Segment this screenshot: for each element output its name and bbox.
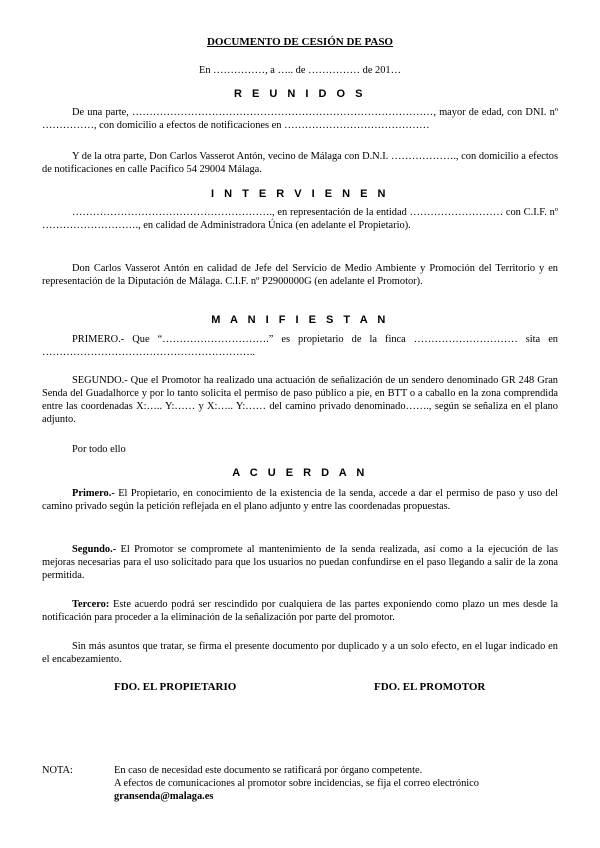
nota-text [114,764,560,803]
reunidos-paragraph-1: De una parte, ……………………………………………………………………………, mayor de edad, con DNI. nº ……………, con domicilio a efectos de notificaciones en …………………………………… [42,107,558,131]
signature-promoter: FDO. EL PROMOTOR [374,681,486,693]
heading-reunidos: R E U N I D O S [234,88,366,100]
signature-owner: FDO. EL PROPIETARIO [114,681,237,693]
heading-manifiestan: M A N I F I E S T A N [211,314,389,326]
intervienen-paragraph-1: …………………………………………………., en representación de la entidad ……………………… con C.I.F. nº ………………………., en calidad de Administradora Única (en adelante el Propietario). [42,207,558,231]
primero-label: Primero.- [72,488,115,499]
document-title: DOCUMENTO DE CESIÓN DE PASO [206,36,393,48]
segundo-label: Segundo.- [72,544,117,555]
nota-line-1: En caso de necesidad este documento se ratificará por órgano competente. [114,765,423,776]
acuerdan-closing: Sin más asuntos que tratar, se firma el presente documento por duplicado y a un solo efecto, en el lugar indicado en el encabezamiento. [42,641,558,665]
primero-text: El Propietario, en conocimiento de la existencia de la senda, accede a dar el permiso de paso y uso del camino privado según la petición reflejada en el plano adjunto y entre las coordenadas propuestas. [42,488,558,512]
manifiestan-primero: PRIMERO.- Que “………………………….” es propietario de la finca ………………………… sita en …………………………………………………….. [42,334,558,358]
heading-intervienen: I N T E R V I E N E N [210,188,390,200]
reunidos-paragraph-2: Y de la otra parte, Don Carlos Vasserot Antón, vecino de Málaga con D.N.I. ………………., con domicilio a efectos de notificaciones en calle Pacífico 54 29004 Málaga. [42,151,558,175]
acuerdan-segundo [42,543,558,582]
nota-line-2: A efectos de comunicaciones al promotor sobre incidencias, se fija el correo electrónico [114,778,479,789]
nota-label: NOTA: [42,765,73,776]
heading-acuerdan: A C U E R D A N [232,467,368,479]
segundo-text: El Promotor se compromete al mantenimiento de la senda realizada, así como a la ejecución de las mejoras necesarias para el uso solicitado para que los usuarios no puedan confundirse en el paso llegando a salir de la zona permitida. [42,544,558,581]
acuerdan-primero [42,487,558,513]
date-line: En ……………, a ….. de …………… de 201… [198,65,402,76]
manifiestan-closing: Por todo ello [72,444,126,455]
intervienen-paragraph-2: Don Carlos Vasserot Antón en calidad de Jefe del Servicio de Medio Ambiente y Promoción del Territorio y en representación de la Diputación de Málaga. C.I.F. nº P2900000G (en adelante el Promotor). [42,263,558,287]
tercero-text: Este acuerdo podrá ser rescindido por cualquiera de las partes exponiendo como plazo un mes desde la notificación para proceder a la eliminación de la señalización por parte del promotor. [42,599,558,623]
nota-email: gransenda@malaga.es [114,791,214,802]
acuerdan-tercero [42,598,558,624]
manifiestan-segundo: SEGUNDO.- Que el Promotor ha realizado una actuación de señalización de un sendero denominado GR 248 Gran Senda del Guadalhorce y por lo tanto solicita el permiso de paso público a pie, en BTT o a caballo en la zona comprendida entre las coordenadas X:….. Y:…… y X:….. Y:…… del camino privado denominado……., según se señaliza en el plano adjunto. [42,375,558,425]
tercero-label: Tercero: [72,599,110,610]
